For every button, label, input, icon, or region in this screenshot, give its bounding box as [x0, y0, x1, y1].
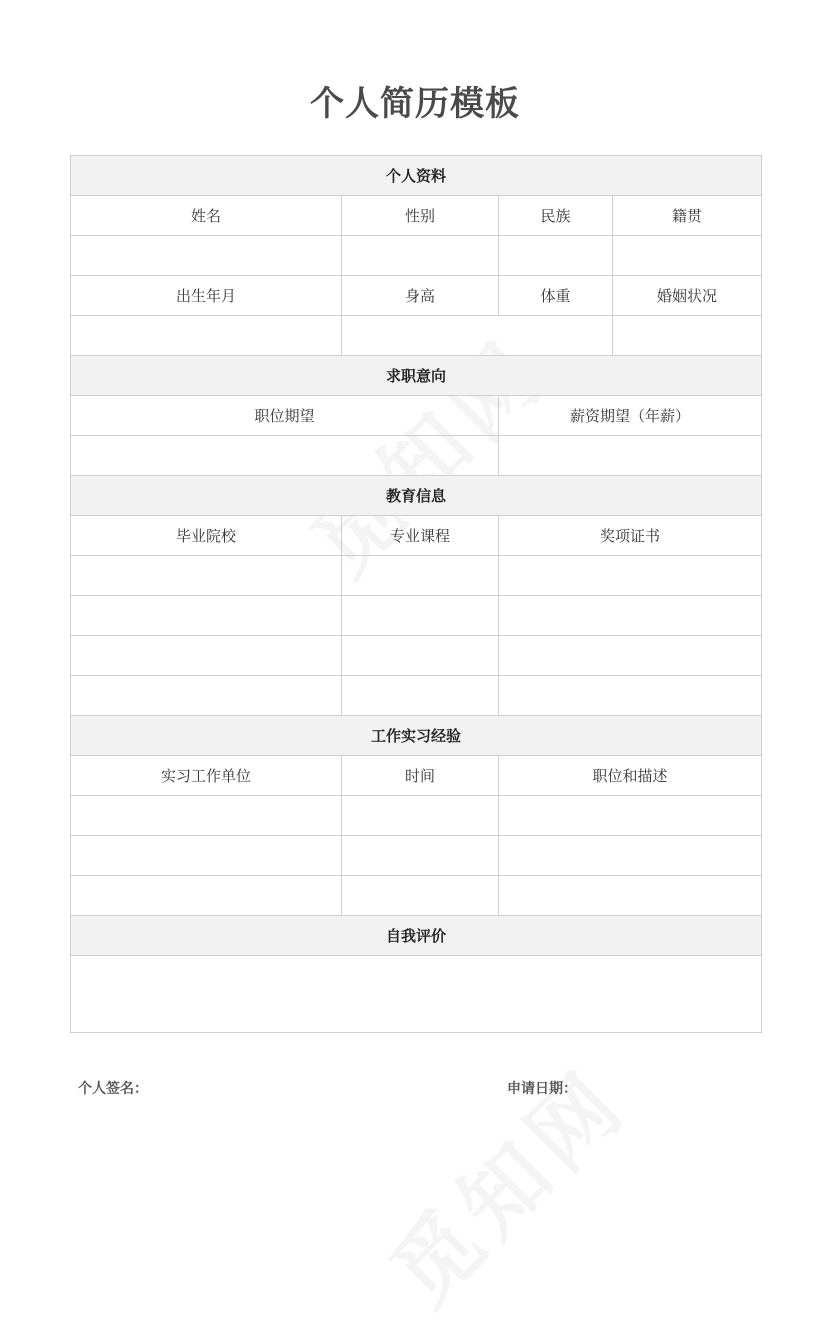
field-desired-salary[interactable] [499, 436, 762, 476]
field-school[interactable] [71, 676, 342, 716]
field-name[interactable] [71, 236, 342, 276]
table-row [71, 596, 762, 636]
section-header-row [71, 476, 762, 516]
table-row [71, 876, 762, 916]
field-self-evaluation[interactable] [71, 956, 762, 1033]
field-courses[interactable] [342, 556, 499, 596]
table-row [71, 676, 762, 716]
watermark [358, 1036, 649, 1327]
label-role-description: 职位和描述 [499, 756, 762, 796]
section-header-row [71, 156, 762, 196]
section-heading-personal: 个人资料 [71, 156, 762, 196]
field-employer[interactable] [71, 796, 342, 836]
field-period[interactable] [342, 876, 499, 916]
field-birth-date[interactable] [71, 316, 342, 356]
section-heading-job: 求职意向 [71, 356, 762, 396]
table-row [71, 316, 762, 356]
label-height: 身高 [342, 276, 499, 316]
field-courses[interactable] [342, 596, 499, 636]
table-row [71, 796, 762, 836]
field-role-description[interactable] [499, 876, 762, 916]
resume-table [70, 155, 762, 1033]
label-desired-position: 职位期望 [71, 396, 499, 436]
label-desired-salary: 薪资期望（年薪） [499, 396, 762, 436]
field-school[interactable] [71, 636, 342, 676]
table-row [71, 396, 762, 436]
field-employer[interactable] [71, 876, 342, 916]
table-row [71, 196, 762, 236]
section-header-row [71, 716, 762, 756]
section-heading-education: 教育信息 [71, 476, 762, 516]
page-title: 个人简历模板 [310, 84, 520, 124]
label-employer: 实习工作单位 [71, 756, 342, 796]
application-date-label: 申请日期： [507, 1081, 577, 1097]
table-row [71, 276, 762, 316]
table-row [71, 956, 762, 1033]
table-row [71, 756, 762, 796]
field-courses[interactable] [342, 676, 499, 716]
field-awards[interactable] [499, 676, 762, 716]
section-heading-work: 工作实习经验 [71, 716, 762, 756]
table-row [71, 556, 762, 596]
field-awards[interactable] [499, 596, 762, 636]
signature-label: 个人签名： [78, 1081, 148, 1097]
label-name: 姓名 [71, 196, 342, 236]
label-hometown: 籍贯 [613, 196, 762, 236]
label-gender: 性别 [342, 196, 499, 236]
label-ethnicity: 民族 [499, 196, 613, 236]
field-courses[interactable] [342, 636, 499, 676]
section-header-row [71, 916, 762, 956]
label-birth-date: 出生年月 [71, 276, 342, 316]
field-ethnicity[interactable] [499, 236, 613, 276]
section-header-row [71, 356, 762, 396]
field-marital-status[interactable] [613, 316, 762, 356]
field-period[interactable] [342, 796, 499, 836]
label-period: 时间 [342, 756, 499, 796]
table-row [71, 836, 762, 876]
field-desired-position[interactable] [71, 436, 499, 476]
section-heading-self: 自我评价 [71, 916, 762, 956]
field-role-description[interactable] [499, 796, 762, 836]
label-weight: 体重 [499, 276, 613, 316]
label-marital-status: 婚姻状况 [613, 276, 762, 316]
table-row [71, 636, 762, 676]
label-awards: 奖项证书 [499, 516, 762, 556]
field-awards[interactable] [499, 636, 762, 676]
field-role-description[interactable] [499, 836, 762, 876]
label-school: 毕业院校 [71, 516, 342, 556]
table-row [71, 236, 762, 276]
field-school[interactable] [71, 596, 342, 636]
field-awards[interactable] [499, 556, 762, 596]
field-height-weight[interactable] [342, 316, 613, 356]
table-row [71, 516, 762, 556]
field-period[interactable] [342, 836, 499, 876]
field-school[interactable] [71, 556, 342, 596]
label-courses: 专业课程 [342, 516, 499, 556]
field-gender[interactable] [342, 236, 499, 276]
table-row [71, 436, 762, 476]
field-employer[interactable] [71, 836, 342, 876]
field-hometown[interactable] [613, 236, 762, 276]
